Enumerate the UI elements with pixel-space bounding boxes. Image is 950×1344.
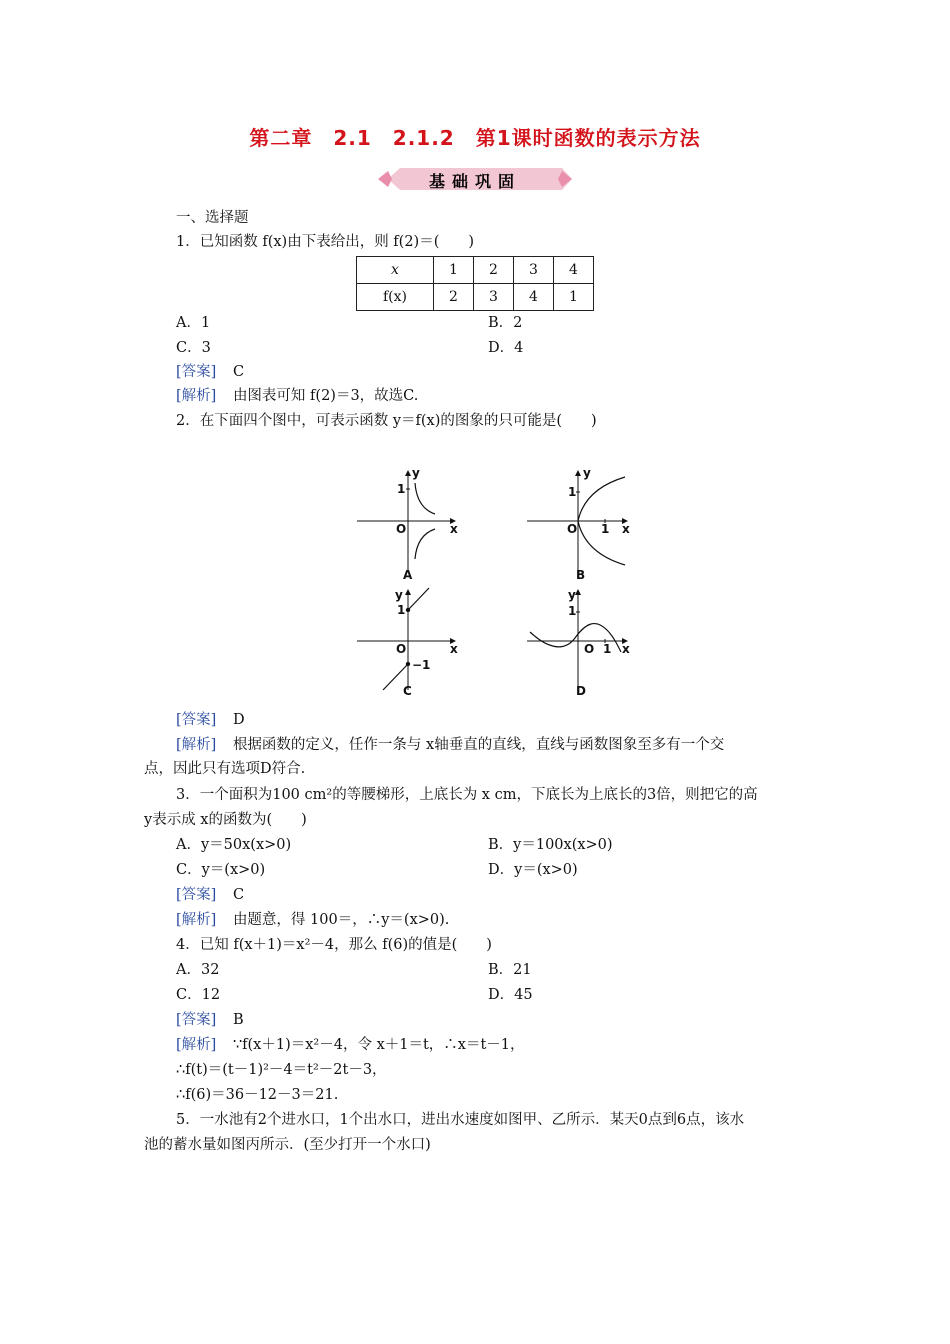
q3-answer [176,885,244,905]
q4-option-c: C．12 [176,987,221,1003]
table-cell: 3 [474,284,514,311]
q1-stem: 1．已知函数 f(x)由下表给出，则 f(2)＝( ) [176,234,475,250]
analysis-tag: [解析] [176,737,217,753]
q3-option-a: A．y＝50x(x>0) [176,837,292,853]
table-cell: 1 [554,284,594,311]
tick-label-one: 1 [397,603,406,617]
q4-analysis-line2: ∴f(t)＝(t－1)²－4＝t²－2t－3， [176,1062,387,1078]
table-cell: 2 [474,257,514,284]
origin-label: O [396,642,407,656]
graph-label-d: D [576,684,586,698]
answer-value: C [232,364,245,380]
line-upper [408,588,429,610]
tick-label-one: 1 [601,522,610,536]
section-heading: 一、选择题 [176,210,249,226]
q4-option-a: A．32 [176,962,220,978]
curve-upper [415,483,435,514]
origin-label: O [584,642,595,656]
answer-tag: [答案] [176,1012,217,1028]
q3-stem-cont: y表示成 x的函数为( ) [144,812,307,828]
tick-label-one: 1 [568,604,577,618]
table-row [357,284,594,311]
axis-label-x: x [450,522,458,536]
graph-label-a: A [403,568,413,582]
q4-stem: 4．已知 f(x＋1)＝x²－4，那么 f(6)的值是( ) [176,937,492,953]
axis-label-x: x [622,642,630,656]
q1-option-b: B．2 [488,315,523,331]
answer-tag: [答案] [176,364,217,380]
q1-answer [176,362,244,382]
table-row [357,257,594,284]
origin-label: O [567,522,578,536]
q3-option-b: B．y＝100x(x>0) [488,837,613,853]
q5-stem: 5．一水池有2个进水口，1个出水口，进出水速度如图甲、乙所示．某天0点到6点，该水 [176,1112,745,1128]
analysis-text: ∵f(x＋1)＝x²－4，令 x＋1＝t，∴x＝t－1， [232,1037,525,1053]
q2-stem: 2．在下面四个图中，可表示函数 y＝f(x)的图象的只可能是( ) [176,413,597,429]
q3-analysis [176,910,449,930]
table-cell: x [357,257,434,284]
graph-label-b: B [576,568,586,582]
q1-analysis [176,386,418,406]
section-banner [378,166,572,192]
answer-value: B [232,1012,244,1028]
graph-label-c: C [403,684,412,698]
graph-d [525,582,635,697]
analysis-text: 根据函数的定义，任作一条与 x轴垂直的直线，直线与函数图象至多有一个交 [232,737,725,753]
answer-value: C [232,887,245,903]
table-cell: f(x) [357,284,434,311]
q3-option-d: D．y＝(x>0) [488,862,578,878]
q4-option-b: B．21 [488,962,532,978]
q4-option-d: D．45 [488,987,533,1003]
banner-text: 基础巩固 [428,172,521,191]
tick-label-one: 1 [397,482,406,496]
table-cell: 4 [514,284,554,311]
function-table [356,256,594,311]
q4-answer [176,1010,244,1030]
table-cell: 4 [554,257,594,284]
curve-lower [415,529,435,559]
q4-analysis-line3: ∴f(6)＝36－12－3＝21. [176,1087,339,1103]
q1-option-c: C．3 [176,340,211,356]
analysis-tag: [解析] [176,1037,217,1053]
q3-stem: 3．一个面积为100 cm²的等腰梯形，上底长为 x cm，下底长为上底长的3倍，则把它的高 [176,787,758,803]
q5-stem-cont: 池的蓄水量如图丙所示．(至少打开一个水口) [144,1137,431,1153]
analysis-tag: [解析] [176,912,217,928]
axis-label-x: x [622,522,630,536]
tick-label-minus-one: −1 [412,658,431,672]
table-cell: 1 [434,257,474,284]
graph-c [355,582,465,697]
q1-option-d: D．4 [488,340,524,356]
q1-option-a: A．1 [176,315,211,331]
answer-tag: [答案] [176,712,217,728]
axis-label-y: y [568,588,576,602]
q2-analysis [176,735,724,755]
q3-option-c: C．y＝(x>0) [176,862,266,878]
q2-answer [176,710,245,730]
analysis-text: 由题意，得 100＝，∴y＝(x>0). [232,912,450,928]
analysis-tag: [解析] [176,388,217,404]
q4-analysis [176,1035,525,1055]
table-cell: 2 [434,284,474,311]
axis-label-y: y [395,588,403,602]
tick-label-one: 1 [568,485,577,499]
page-title: 第二章 2.1 2.1.2 第1课时函数的表示方法 [249,126,701,150]
analysis-text: 由图表可知 f(2)＝3，故选C. [232,388,419,404]
axis-label-y: y [583,466,591,480]
q2-analysis-cont: 点，因此只有选项D符合. [144,761,306,777]
origin-label: O [396,522,407,536]
axis-label-y: y [412,466,420,480]
table-cell: 3 [514,257,554,284]
answer-value: D [232,712,245,728]
axis-label-x: x [450,642,458,656]
answer-tag: [答案] [176,887,217,903]
tick-label-one: 1 [603,642,612,656]
